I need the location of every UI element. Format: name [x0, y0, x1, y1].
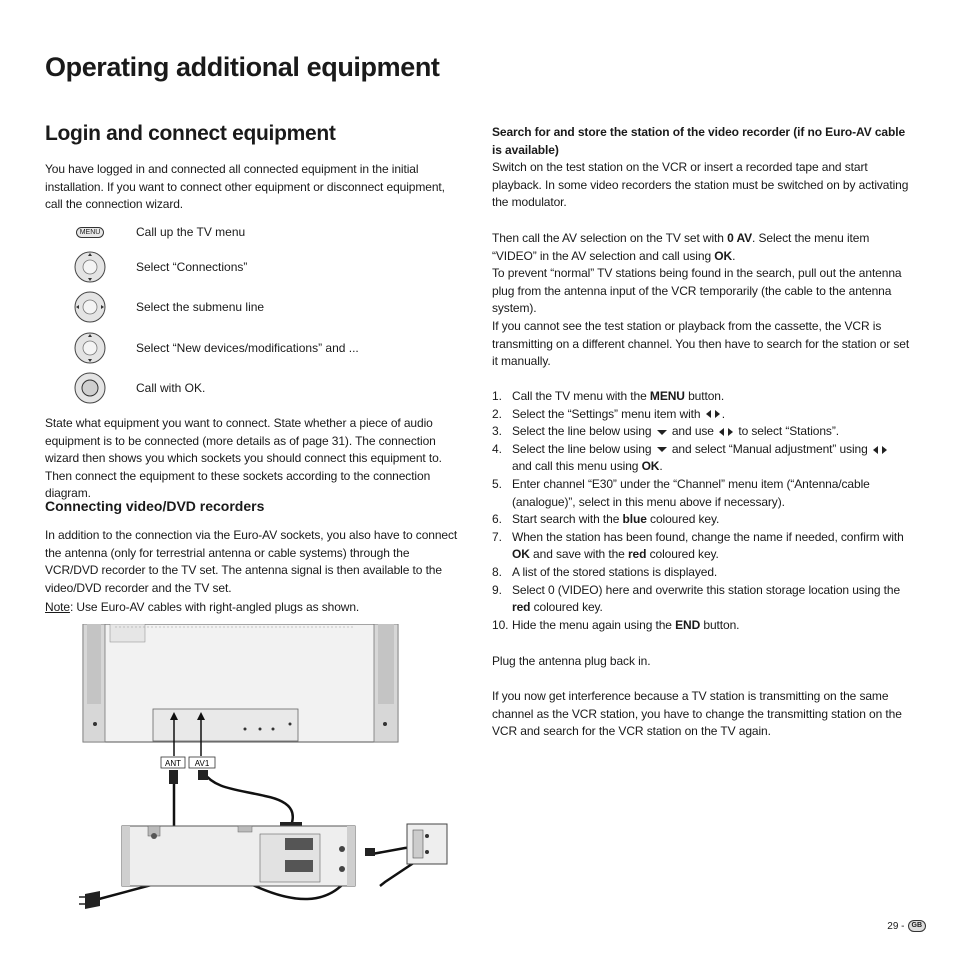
section-title: Login and connect equipment	[45, 122, 336, 145]
nav-pad-icon	[72, 249, 108, 285]
language-badge: GB	[908, 920, 927, 932]
menu-button-icon: MENU	[72, 214, 108, 250]
list-item: 1. Call the TV menu with the MENU button.	[492, 389, 725, 403]
arrow-left-icon	[706, 410, 711, 418]
note-text: : Use Euro-AV cables with right-angled plugs as shown.	[69, 600, 360, 614]
page-footer	[887, 920, 926, 932]
step-text: Select the submenu line	[136, 300, 265, 314]
right-p4: If you cannot see the test station or playback from the cassette, the VCR is transmitting on a different channel. You then have to search for the station or set it manually.	[492, 319, 910, 369]
connection-diagram	[65, 624, 465, 914]
list-item: 7. When the station has been found, change the name if needed, confirm with OK and save with the red coloured key.	[492, 529, 904, 562]
step-submenu	[72, 289, 265, 325]
right-p5: Plug the antenna plug back in.	[492, 654, 651, 668]
arrow-down-icon	[657, 447, 667, 452]
nav-pad-icon	[72, 330, 108, 366]
list-item: 8. A list of the stored stations is displayed.	[492, 564, 718, 579]
page-number: 29 -	[887, 920, 905, 932]
list-item: 9. Select 0 (VIDEO) here and overwrite this station storage location using the red coloured key.	[492, 582, 901, 615]
list-item: 3. Select the line below using and use to select “Stations”.	[492, 424, 839, 439]
note-label: Note	[45, 600, 70, 614]
right-heading: Search for and store the station of the video recorder (if no Euro-AV cable is available)	[492, 125, 906, 157]
note-line	[45, 599, 465, 617]
arrow-down-icon	[657, 430, 667, 435]
step-ok	[72, 370, 206, 406]
arrow-left-icon	[719, 428, 724, 436]
arrow-right-icon	[728, 428, 733, 436]
step-text: Select “Connections”	[136, 260, 248, 274]
step-text: Call with OK.	[136, 381, 206, 395]
step-text: Call up the TV menu	[136, 225, 246, 239]
list-item: 10. Hide the menu again using the END button.	[492, 617, 740, 632]
page-title: Operating additional equipment	[45, 52, 440, 82]
list-item: 4. Select the line below using and select “Manual adjustment” using and call this menu using OK.	[492, 441, 912, 476]
right-p6: If you now get interference because a TV station is transmitting on the same channel as the VCR station, you have to change the transmitting station on the VCR and search for the VCR station on the TV again.	[492, 689, 902, 739]
intro-paragraph: You have logged in and connected all connected equipment in the initial installation. If you want to connect other equipment or disconnect equipment, call the connection wizard.	[45, 162, 445, 212]
list-item: 6. Start search with the blue coloured key.	[492, 512, 720, 527]
arrow-left-icon	[873, 446, 878, 454]
right-p2: Then call the AV selection on the TV set with 0 AV. Select the menu item “VIDEO” in the AV selection and call using OK.	[492, 231, 870, 263]
subsection-title: Connecting video/DVD recorders	[45, 498, 265, 514]
list-item: 5. Enter channel “E30” under the “Channel” menu item (“Antenna/cable (analogue)”, select in this menu above if necessary).	[492, 476, 870, 509]
right-p1: Switch on the test station on the VCR or insert a recorded tape and start playback. In some video recorders the station must be switched on by activating the modulator.	[492, 160, 909, 210]
step-new-devices	[72, 330, 359, 366]
av1-label: AV1	[194, 759, 210, 768]
vcr-back-panel	[122, 826, 355, 886]
step-text: Select “New devices/modifications” and ...	[136, 341, 359, 355]
ok-button-icon	[72, 370, 108, 406]
ant-label: ANT	[165, 759, 181, 768]
arrow-right-icon	[882, 446, 887, 454]
steps-list	[492, 388, 912, 634]
video-paragraph: In addition to the connection via the Euro-AV sockets, you also have to connect the antenna (only for terrestrial antenna or cable systems) through the VCR/DVD recorder to the TV set. The antenna signal is then available to the video/DVD recorder and the TV set.	[45, 528, 458, 595]
arrow-right-icon	[715, 410, 720, 418]
list-item: 2. Select the “Settings” menu item with .	[492, 406, 725, 421]
step-menu	[72, 214, 246, 250]
antenna-wall-socket	[407, 824, 447, 864]
tv-back-panel	[83, 624, 398, 742]
right-p3: To prevent “normal” TV stations being found in the search, pull out the antenna plug from the antenna input of the VCR temporarily (the cable to the antenna system).	[492, 266, 902, 316]
nav-pad-icon	[72, 289, 108, 325]
step-connections	[72, 249, 248, 285]
state-paragraph: State what equipment you want to connect. State whether a piece of audio equipment is to be connected (more details as of page 31). The connection wizard then shows you which sockets you should connect this equipment to. Then connect the equipment to these sockets according to the connection diagram.	[45, 416, 442, 501]
